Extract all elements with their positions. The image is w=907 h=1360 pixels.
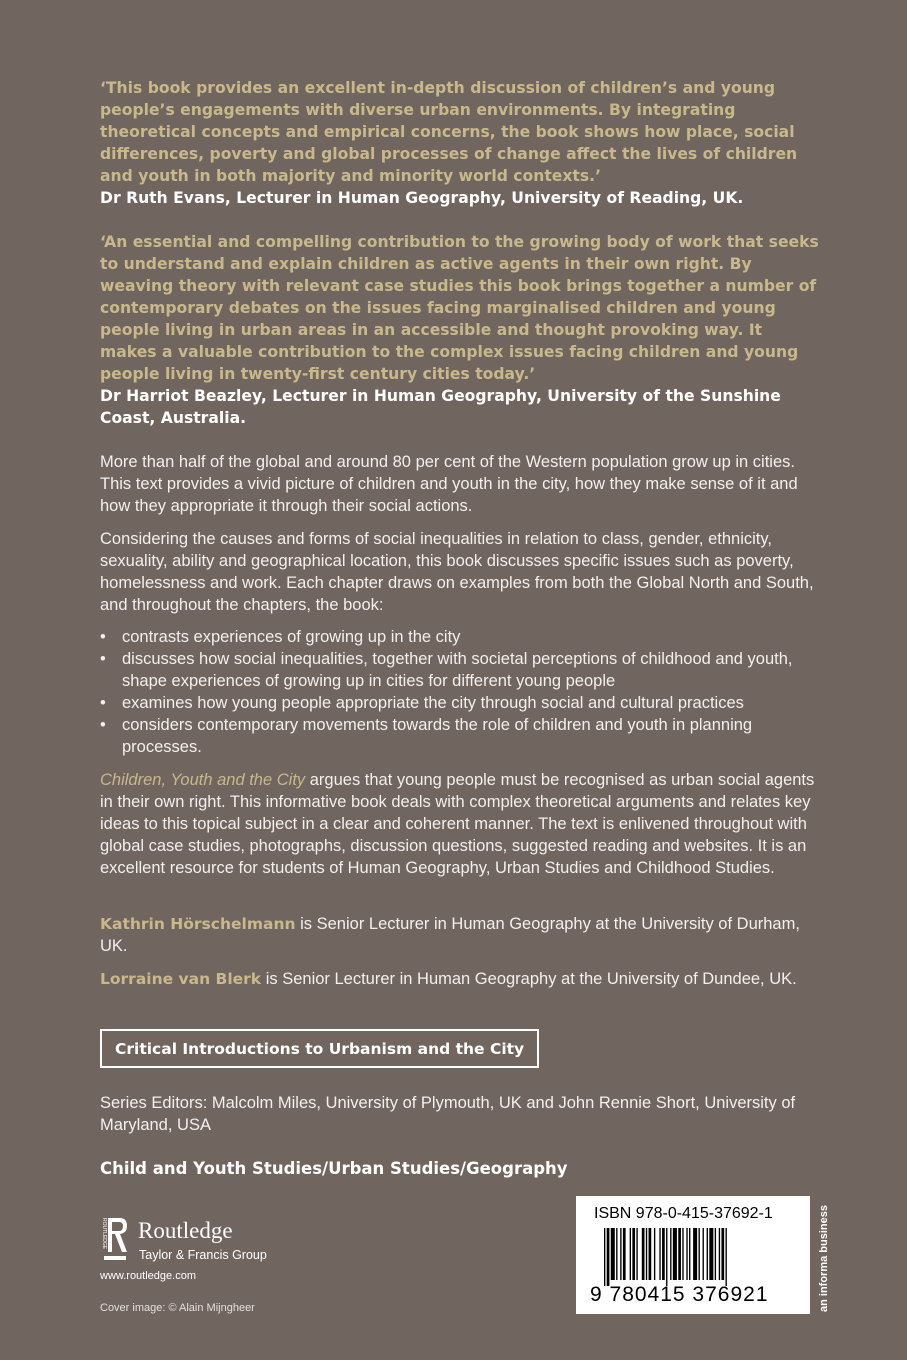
bullet-icon: • (100, 694, 106, 712)
isbn-barcode-box (576, 1196, 810, 1314)
cover-image-credit: Cover image: © Alain Mijngheer (100, 1302, 255, 1314)
publisher-name: Routledge (138, 1218, 233, 1243)
review-quote-attribution: Dr Harriot Beazley, Lecturer in Human Geography, University of the Sunshine Coast, Australia. (100, 387, 781, 427)
publisher-vertical-mark: ROUTLEDGE (101, 1218, 107, 1250)
list-item (100, 714, 820, 758)
author-name: Kathrin Hörschelmann (100, 915, 296, 933)
isbn-digits: 9 780415 376921 (590, 1283, 769, 1306)
isbn-label: ISBN 978-0-415-37692-1 (594, 1205, 773, 1222)
review-quote-text: ‘An essential and compelling contribution to the growing body of work that seeks to understand and explain children as active agents in their own right. By weaving theory with relevant case studies this book brings together a number of contemporary debates on the issues facing marginalised children and young people living in urban areas in an accessible and thought provoking way. It makes a valuable contribution to the complex issues facing children and young people living in twenty-first century cities today.’ (100, 233, 819, 383)
review-quote-1 (100, 77, 820, 209)
series-editors: Series Editors: Malcolm Miles, University of Plymouth, UK and John Rennie Short, University of Maryland, USA (100, 1094, 796, 1134)
summary-text: argues that young people must be recognised as urban social agents in their own right. This informative book deals with complex theoretical arguments and relates key ideas to this topical subject in a clear and coherent manner. The text is enlivened throughout with global case studies, photographs, discussion questions, suggested reading and websites. It is an excellent resource for students of Human Geography, Urban Studies and Childhood Studies. (100, 771, 815, 877)
bullet-icon: • (100, 716, 106, 734)
publisher-url: www.routledge.com (100, 1270, 196, 1282)
intro-paragraph-2: Considering the causes and forms of social inequalities in relation to class, gender, ethnicity, sexuality, ability and geographical location, this book discusses specific issues such as poverty, homelessness and work. Each chapter draws on examples from both the Global North and South, and throughout the chapters, the book: (100, 530, 814, 614)
author-name: Lorraine van Blerk (100, 970, 262, 988)
author-bio-text: is Senior Lecturer in Human Geography at the University of Dundee, UK. (261, 970, 797, 988)
review-quote-text: ‘This book provides an excellent in-depth discussion of children’s and young people’s engagements with diverse urban environments. By integrating theoretical concepts and empirical concerns, the book shows how place, social differences, poverty and global processes of change affect the lives of children and youth in both majority and minority world contexts.’ (100, 79, 798, 185)
series-title-box: Critical Introductions to Urbanism and the City (100, 1029, 539, 1068)
author-bio-2 (100, 968, 797, 990)
review-quote-2 (100, 231, 820, 429)
review-quote-attribution: Dr Ruth Evans, Lecturer in Human Geography, University of Reading, UK. (100, 189, 744, 207)
author-bio-text: is Senior Lecturer in Human Geography at the University of Durham, UK. (100, 915, 800, 955)
subject-categories: Child and Youth Studies/Urban Studies/Geography (100, 1159, 568, 1178)
list-item (100, 692, 820, 714)
feature-list (100, 626, 820, 758)
bullet-icon: • (100, 650, 106, 668)
informa-business-text: an informa business (818, 1205, 830, 1312)
book-title: Children, Youth and the City (100, 771, 306, 789)
intro-paragraph-1: More than half of the global and around 80 per cent of the Western population grow up in cities. This text provides a vivid picture of children and youth in the city, how they make sense of it and how they appropriate it through their social actions. (100, 453, 798, 515)
list-item-text: contrasts experiences of growing up in the city (122, 628, 461, 646)
list-item (100, 626, 820, 648)
list-item-text: discusses how social inequalities, together with societal perceptions of childhood and youth, shape experiences of growing up in cities for different young people (122, 650, 793, 690)
summary-paragraph (100, 769, 820, 879)
list-item-text: examines how young people appropriate the city through social and cultural practices (122, 694, 744, 712)
list-item (100, 648, 820, 692)
author-bio-1 (100, 913, 820, 957)
list-item-text: considers contemporary movements towards the role of children and youth in planning processes. (122, 716, 753, 756)
publisher-logo (100, 1214, 360, 1284)
barcode-icon (604, 1228, 784, 1286)
publisher-group: Taylor & Francis Group (139, 1248, 267, 1262)
bullet-icon: • (100, 628, 106, 646)
routledge-logo-icon (100, 1214, 130, 1268)
